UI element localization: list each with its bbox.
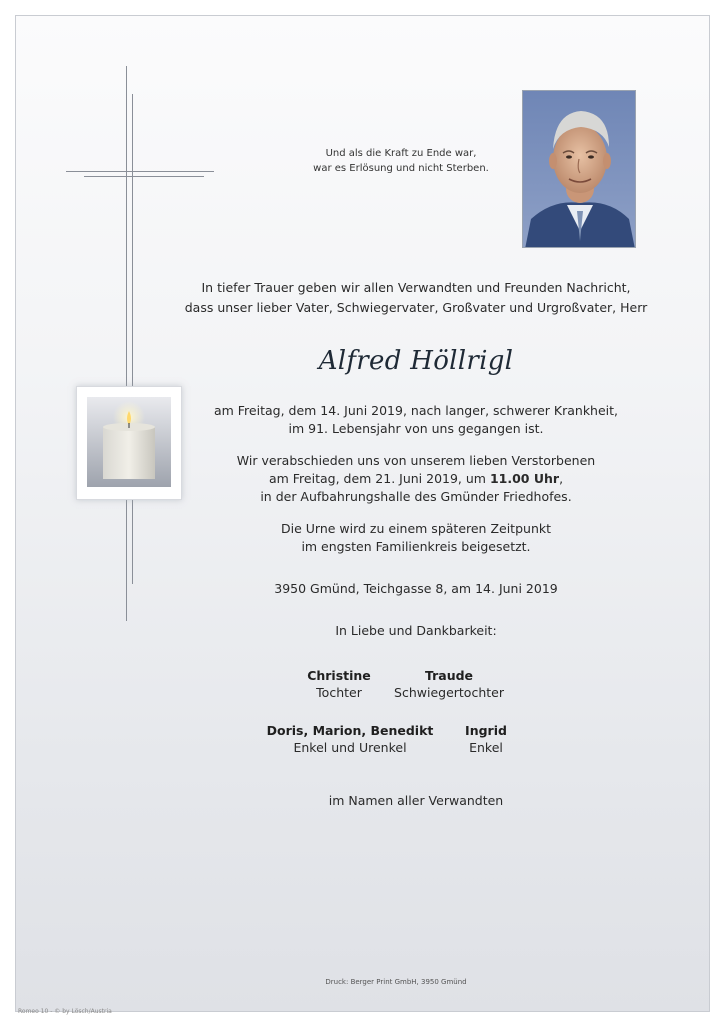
cross-horizontal-line-inner bbox=[84, 176, 204, 177]
farewell-date: am Freitag, dem 21. Juni 2019, um bbox=[268, 471, 490, 486]
mourner-entry bbox=[262, 722, 438, 756]
farewell-time: 11.00 Uhr bbox=[489, 471, 560, 486]
farewell-line: Wir verabschieden uns von unserem lieben Verstorbenen bbox=[236, 453, 596, 468]
death-notice bbox=[166, 402, 666, 438]
portrait-photo bbox=[522, 90, 636, 248]
mourner-entry bbox=[284, 667, 394, 701]
candle-icon bbox=[87, 397, 171, 487]
motto-line: Und als die Kraft zu Ende war, bbox=[325, 148, 477, 159]
printer-credit: Druck: Berger Print GmbH, 3950 Gmünd bbox=[325, 978, 467, 986]
obituary-card bbox=[15, 15, 710, 1012]
thanks-line: In Liebe und Dankbarkeit: bbox=[335, 623, 497, 638]
cross-horizontal-line bbox=[66, 171, 214, 172]
intro-line: In tiefer Trauer geben wir allen Verwandten und Freunden Nachricht, bbox=[201, 280, 631, 295]
portrait-image bbox=[523, 91, 636, 248]
motto-line: war es Erlösung und nicht Sterben. bbox=[313, 163, 489, 174]
footer-credit: Romeo 10 - © by Lösch/Austria bbox=[18, 1008, 112, 1015]
motto-quote bbox=[286, 146, 516, 176]
mourner-name: Doris, Marion, Benedikt bbox=[266, 723, 434, 738]
mourner-name: Christine bbox=[307, 668, 371, 683]
mourner-role: Tochter bbox=[316, 685, 362, 700]
mourner-entry bbox=[384, 667, 514, 701]
mourner-role: Enkel bbox=[469, 740, 503, 755]
cross-vertical-line bbox=[126, 66, 127, 621]
urn-notice bbox=[166, 520, 666, 556]
urn-line: Die Urne wird zu einem späteren Zeitpunkt bbox=[280, 521, 552, 536]
mourner-entry bbox=[448, 722, 524, 756]
farewell-comma: , bbox=[559, 471, 564, 486]
place-and-date: 3950 Gmünd, Teichgasse 8, am 14. Juni 2019 bbox=[274, 581, 558, 596]
death-line: im 91. Lebensjahr von uns gegangen ist. bbox=[288, 421, 544, 436]
cross-vertical-line-inner bbox=[132, 94, 133, 584]
farewell-line: in der Aufbahrungshalle des Gmünder Friedhofes. bbox=[260, 489, 572, 504]
mourner-name: Ingrid bbox=[465, 723, 507, 738]
deceased-name: Alfred Höllrigl bbox=[318, 346, 514, 376]
closing-line: im Namen aller Verwandten bbox=[328, 793, 504, 808]
farewell-notice bbox=[166, 452, 666, 506]
mourner-name: Traude bbox=[424, 668, 474, 683]
intro-line: dass unser lieber Vater, Schwiegervater, Großvater und Urgroßvater, Herr bbox=[184, 300, 648, 315]
mourner-role: Schwiegertochter bbox=[394, 685, 504, 700]
mourner-role: Enkel und Urenkel bbox=[293, 740, 407, 755]
farewell-line bbox=[166, 470, 666, 488]
announcement-intro bbox=[166, 278, 666, 318]
urn-line: im engsten Familienkreis beigesetzt. bbox=[301, 539, 531, 554]
death-line: am Freitag, dem 14. Juni 2019, nach langer, schwerer Krankheit, bbox=[213, 403, 619, 418]
